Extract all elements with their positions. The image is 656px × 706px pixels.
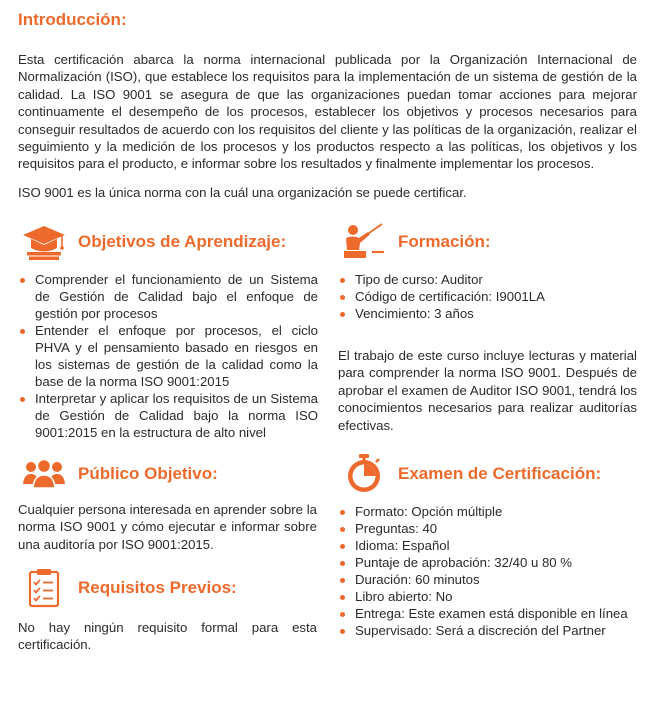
list-item: Idioma: Español bbox=[338, 537, 638, 554]
list-item: Código de certificación: I9001LA bbox=[338, 288, 638, 305]
formacion-list bbox=[338, 271, 638, 322]
intro-title: Introducción: bbox=[18, 10, 127, 29]
list-item: Comprender el funcionamiento de un Sistema de Gestión de Calidad bajo el enfoque de gestión por procesos bbox=[18, 271, 318, 322]
list-item: Libro abierto: No bbox=[338, 588, 638, 605]
publico-text: Cualquier persona interesada en aprender sobre la norma ISO 9001 y cómo ejecutar e informar sobre una auditoría por ISO 9001:2015. bbox=[18, 502, 317, 552]
list-item: Entrega: Este examen está disponible en línea bbox=[338, 605, 638, 622]
intro-text: Esta certificación abarca la norma internacional publicada por la Organización Internacional de Normalización (ISO), que establece los requisitos para la implementación de un sistema de gestión de la calidad. La ISO 9001 se asegura de que las organizaciones puedan tomar acciones para mejorar continuamente el desempeño de los procesos, establecer los objetivos y procesos necesarios para conseguir resultados de acuerdo con los requisitos del cliente y las políticas de la organización, realizar el seguimiento y la medición de los procesos y los productos respecto a las políticas, los objetivos y los requisitos para el producto, e informar sobre los resultados y finalmente implementar los procesos. bbox=[18, 52, 637, 172]
list-item: Tipo de curso: Auditor bbox=[338, 271, 638, 288]
stopwatch-icon bbox=[342, 454, 386, 494]
list-item: Formato: Opción múltiple bbox=[338, 503, 638, 520]
requisitos-text: No hay ningún requisito formal para esta certificación. bbox=[18, 620, 317, 653]
objetivos-title: Objetivos de Aprendizaje: bbox=[78, 232, 287, 251]
list-item: Entender el enfoque por procesos, el ciclo PHVA y el pensamiento basado en riesgos en los sistemas de gestión de la calidad como la base de la norma ISO 9001:2015 bbox=[18, 322, 318, 390]
formacion-text: El trabajo de este curso incluye lecturas y material para comprender la norma ISO 9001. Después de aprobar el examen de Auditor ISO 9001, tendrá los conocimientos necesarios para realizar auditorías efectivas. bbox=[338, 348, 637, 433]
requisitos-header bbox=[22, 568, 237, 608]
formacion-header bbox=[342, 222, 491, 262]
list-item: Vencimiento: 3 años bbox=[338, 305, 638, 322]
list-item: Duración: 60 minutos bbox=[338, 571, 638, 588]
list-item: Preguntas: 40 bbox=[338, 520, 638, 537]
list-item: Supervisado: Será a discreción del Partner bbox=[338, 622, 638, 639]
objetivos-header bbox=[22, 222, 286, 262]
list-item: Interpretar y aplicar los requisitos de un Sistema de Gestión de Calidad bajo la norma ISO 9001:2015 en la estructura de alto nivel bbox=[18, 390, 318, 441]
examen-list bbox=[338, 503, 638, 639]
publico-title: Público Objetivo: bbox=[78, 464, 218, 483]
checklist-icon bbox=[22, 568, 66, 608]
publico-header bbox=[22, 454, 218, 494]
requisitos-title: Requisitos Previos: bbox=[78, 578, 237, 597]
intro-note: ISO 9001 es la única norma con la cuál una organización se puede certificar. bbox=[18, 185, 467, 200]
list-item: Puntaje de aprobación: 32/40 u 80 % bbox=[338, 554, 638, 571]
teacher-icon bbox=[342, 222, 386, 262]
objetivos-list bbox=[18, 271, 318, 441]
formacion-title: Formación: bbox=[398, 232, 491, 251]
group-icon bbox=[22, 454, 66, 494]
graduation-cap-icon bbox=[22, 222, 66, 262]
examen-title: Examen de Certificación: bbox=[398, 464, 602, 483]
examen-header bbox=[342, 454, 601, 494]
